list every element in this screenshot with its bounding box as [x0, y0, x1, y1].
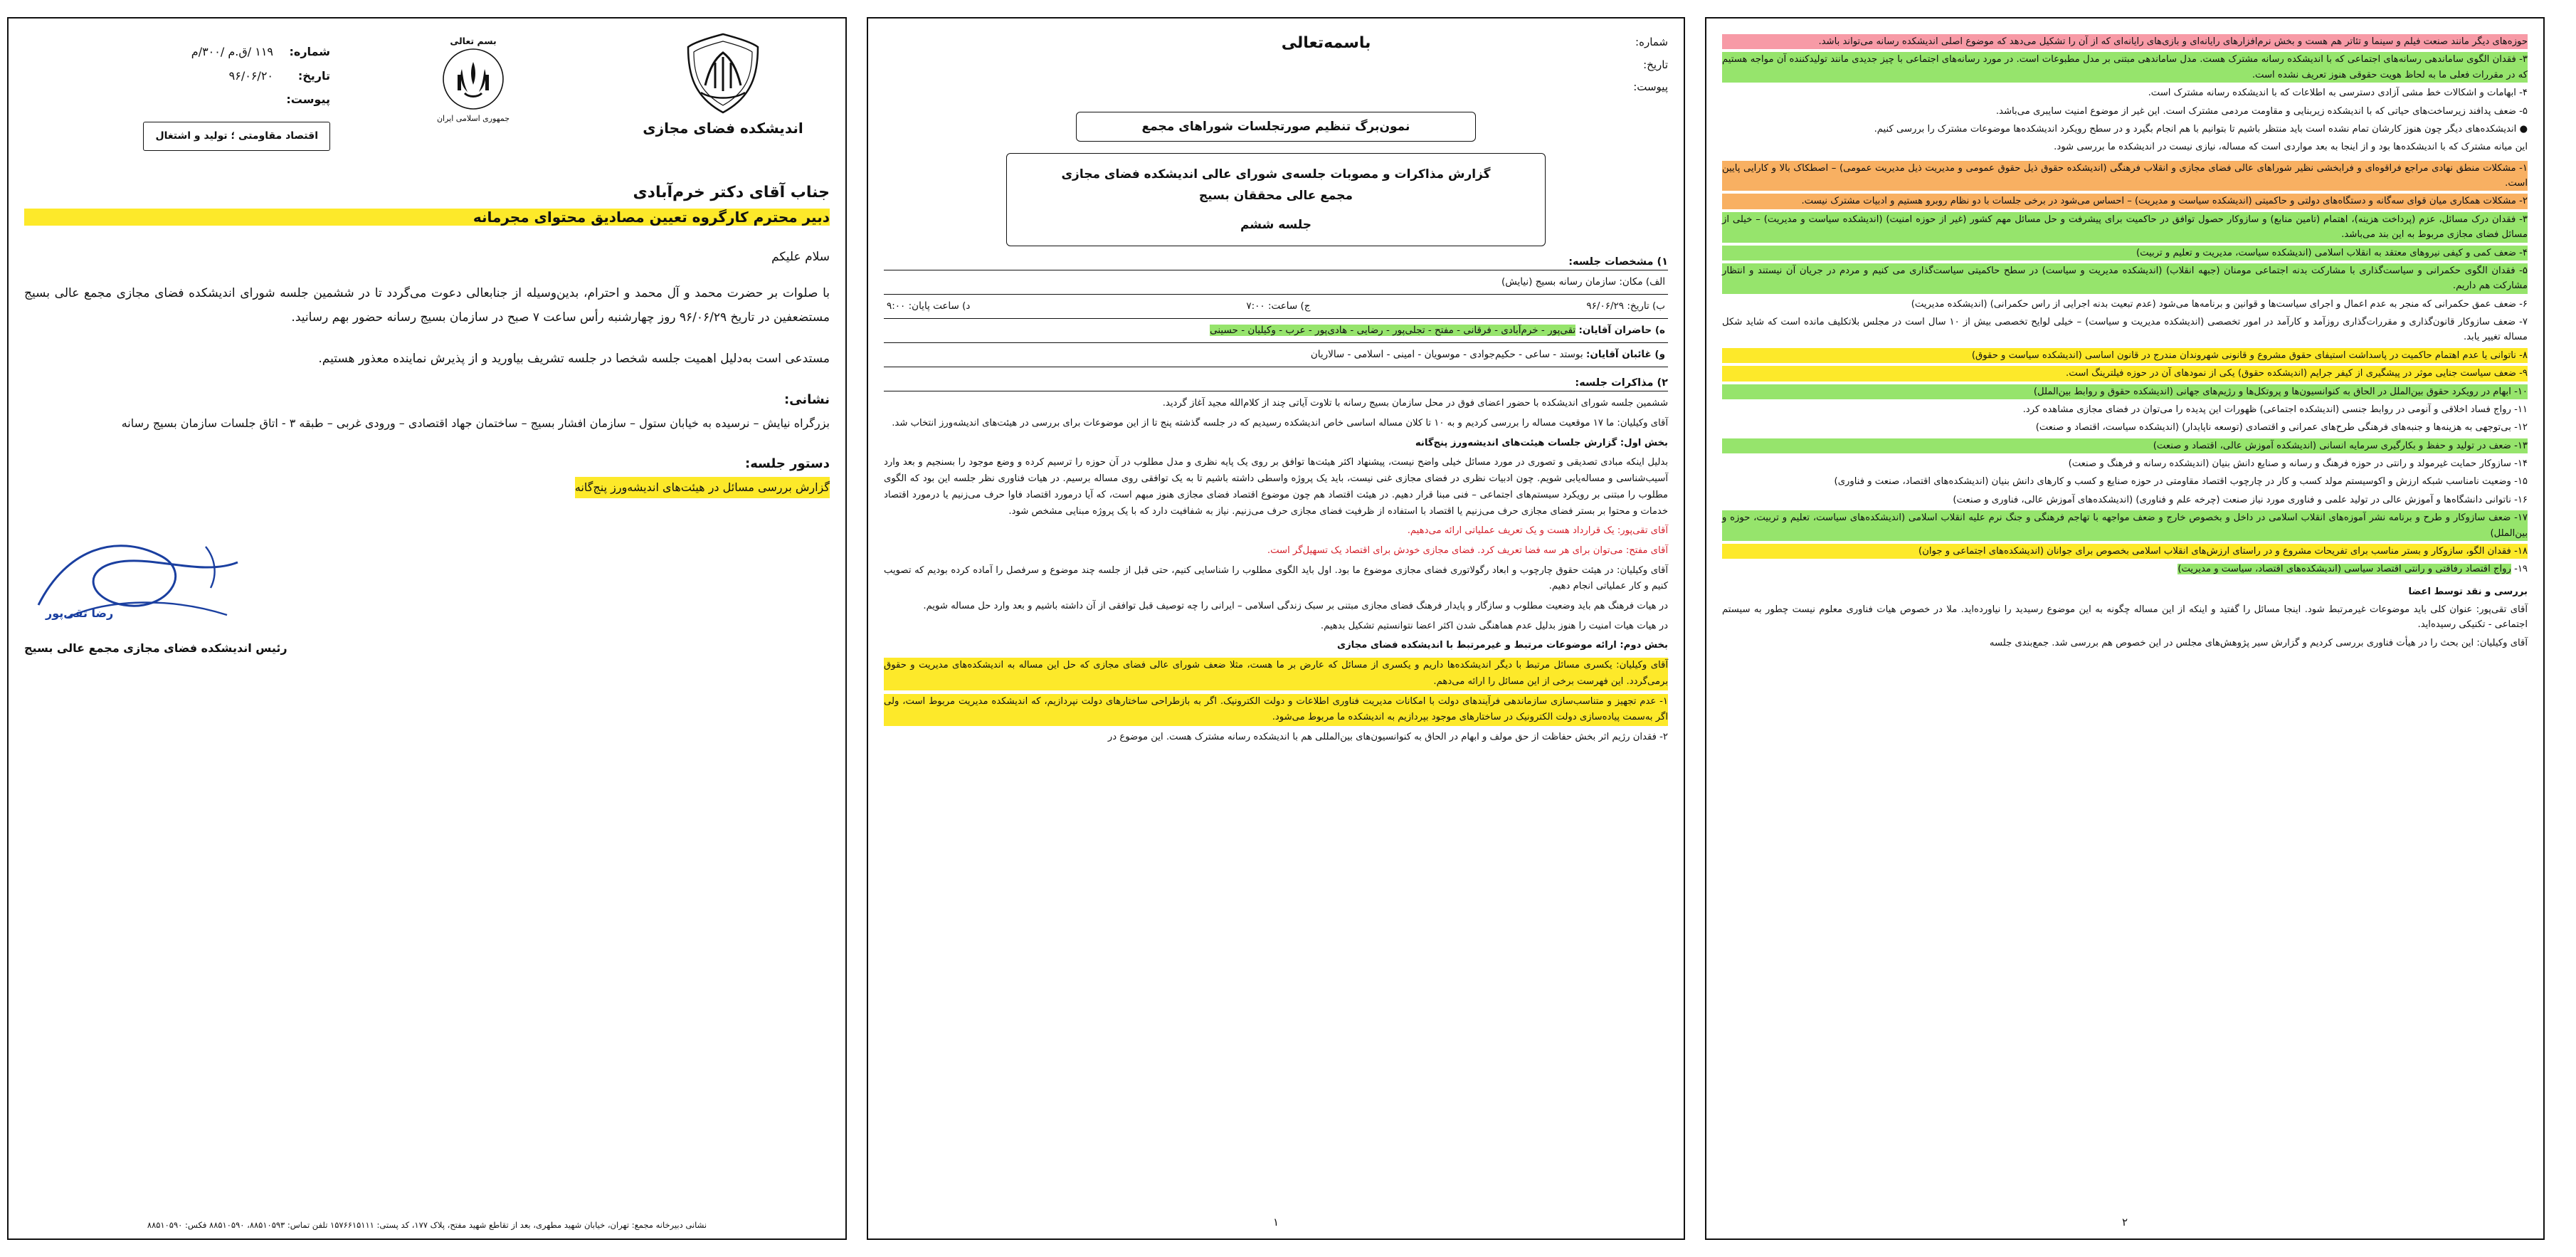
spec-place	[884, 273, 1668, 292]
list-item: ۱۱- رواج فساد اخلاقی و آنومی در روابط جنسی (اندیشکده اجتماعی) ظهورات این پدیده را می‌توان در فضای مجازی مشاهده کرد.	[2022, 404, 2528, 415]
minutes-par-7: آقای وکیلیان: در هیئت حقوق چارچوب و ابعاد رگولاتوری فضای مجازی موضوع ما بود. اول باید الگوی مطلوب را شناسایی کنیم، حتی قبل از جلسه چند موضوع و سرفصل را آماده کرده بودیم که تصویب کنیم و کار عملیاتی انجام دهیم.	[884, 564, 1668, 592]
item-number: ۱۲	[2517, 422, 2528, 433]
minutes-par-13: ۲- فقدان رژیم اثر بخش حفاظت از حق مولف و ابهام در الحاق به کنوانسیون‌های بین‌المللی هم با اندیشکده رسانه مشترک هست. این موضوع در	[1107, 731, 1668, 742]
spec-absent	[884, 345, 1668, 364]
list-item: ۹- ضعف سیاست جنایی موثر در پیشگیری از کیفر جرایم (اندیشکده حقوق) یکی از نمودهای آن در حوزه فیلترینگ است.	[1722, 366, 2528, 381]
item-text: ضعف سازوکار و طرح و برنامه نشر آموزه‌های انقلاب اسلامی در داخل و بخصوص خارج و ضعف مواجهه با تهاجم فرهنگی و جنگ نرم علیه انقلاب اسلامی (اندیشکده‌های سیاست، تعلیم و تربیت، حوزه و بین‌الملل)	[1722, 512, 2528, 539]
minutes-section-2-heading: بخش دوم: ارائه موضوعات مرتبط و غیرمرتبط با اندیشکده فضای مجازی	[1337, 640, 1668, 651]
national-emblem-block	[381, 31, 566, 125]
list-item: ۷- ضعف سازوکار قانون‌گذاری و مقررات‌گذاری روزآمد و کارآمد در امور تخصصی (اندیشکده مدیریت و سیاست) – خیلی لوایح تخصصی بیش از ۱۰ سال است در مجلس بلاتکلیف مانده است که شاید شکل مساله تغییر یابد.	[1722, 317, 2528, 343]
spec-absent-label: و) غائبان آقایان:	[1585, 349, 1665, 361]
list-item: ۱۶- ناتوانی دانشگاه‌ها و آموزش عالی در تولید علمی و فناوری مورد نیاز صنعت (چرخه علم و فناوری) (اندیشکده‌های آموزش عالی، فناوری و صنعت)	[1953, 494, 2528, 505]
item-number: ۳	[2522, 214, 2528, 225]
item-number: ۴	[2522, 247, 2528, 258]
item-number: ۱۳	[2517, 440, 2528, 451]
list-item: ۱۷- ضعف سازوکار و طرح و برنامه نشر آموزه‌های انقلاب اسلامی در داخل و بخصوص خارج و ضعف مواجهه با تهاجم فرهنگی و جنگ نرم علیه انقلاب اسلامی (اندیشکده‌های سیاست، تعلیم و تربیت، حوزه و بین‌الملل)	[1722, 510, 2528, 541]
list-item: ۱۳- ضعف در تولید و حفظ و بکارگیری سرمایه انسانی (اندیشکده آموزش عالی، اقتصاد و صنعت)	[1722, 438, 2528, 453]
letter-body	[24, 281, 830, 330]
minutes-par-1: ششمین جلسه شورای اندیشکده با حضور اعضای فوق در محل سازمان بسیج رسانه با تلاوت آیاتی چند از کلام‌الله مجید آغاز گردید.	[1162, 398, 1668, 409]
item-text: فقدان الگوی حکمرانی و سیاست‌گذاری با مشارکت بدنه اجتماعی مومنان (جبهه انقلاب) (اندیشکده مدیریت و سیاست) در سطح حاکمیتی سیاست‌گذاری می کنیم و مردم در جریان آن نیستند و انتظار مشارکت هم داریم.	[1722, 265, 2528, 292]
letter-number-row	[24, 40, 330, 64]
spec-end	[884, 297, 973, 316]
item-number: ۱۸	[2517, 545, 2528, 557]
item-text: مشکلات همکاری میان قوای سه‌گانه و دستگاه‌های دولتی و حاکمیتی (اندیشکده سیاست و مدیریت) – احساس می‌شود در برخی جلسات با دو نظام روبرو هستیم و ادبیات مشترک نیست.	[1801, 196, 2516, 207]
letter-note: مستدعی است به‌دلیل اهمیت جلسه شخصا در جلسه تشریف بیاورید و از پذیرش نماینده معذور هستیم.	[318, 352, 830, 367]
spec-row-place	[884, 270, 1668, 295]
signatory-title: رئیس اندیشکده فضای مجازی مجمع عالی بسیج	[24, 641, 287, 655]
letterhead	[24, 31, 830, 151]
intro-par-2: ۳- فقدان الگوی ساماندهی رسانه‌های اجتماعی که با اندیشکده رسانه مشترک هست. مدل ساماندهی مبتنی بر مدل مطبوعات است. در مورد رسانه‌های اجتماعی با چیز جدیدی مانند تولیدکننده آن مواجه هستیم که در مقررات فعلی ما به لحاظ هویت حقوقی هنوز تعریف نشده است.	[1722, 52, 2528, 83]
item-number: ۵	[2522, 265, 2528, 276]
spec-row-present	[884, 319, 1668, 343]
issues-list	[1722, 161, 2528, 577]
letter-number-label: شماره:	[289, 45, 330, 58]
spec-end-value: ۹:۰۰	[887, 300, 906, 312]
item-text: فقدان الگو، سازوکار و بستر مناسب برای تفریحات مشروع و در راستای ارزش‌های انقلاب اسلامی بخصوص برای جوانان (اندیشکده‌های اجتماعی و جوان)	[1918, 545, 2511, 557]
form-number-row	[1633, 31, 1668, 54]
item-number: ۷	[2522, 317, 2528, 327]
spec-date	[1583, 297, 1668, 316]
iran-emblem-icon	[440, 46, 506, 112]
item-text: وضعیت نامناسب شبکه ارزش و اکوسیستم مولد کسب و کار در چارچوب اقتصاد مقاومتی در حوزه صنایع و کسب و کارهای دانش بنیان (اندیشکده‌های اقتصاد، صنعت و فناوری)	[1834, 476, 2511, 488]
item-text: مشکلات منطق نهادی مراجع فراقوه‌ای و فرابخشی نظیر شوراهای عالی فضای مجازی و انقلاب فرهنگی (اندیشکده حقوق ذیل حقوق عمومی و مدیریت ذیل مدیریت عمومی) – اصطکاک بالا و کارایی پایین است.	[1722, 162, 2528, 189]
addressee-name: جناب آقای دکتر خرم‌آبادی	[633, 184, 830, 202]
spec-row-time	[884, 295, 1668, 319]
form-name-box: نمون‌برگ تنظیم صورتجلسات شوراهای مجمع	[1076, 112, 1476, 142]
signature-block	[24, 527, 830, 676]
spec-place-value: سازمان رسانه بسیج (نیایش)	[1501, 276, 1617, 288]
letter-date-label: تاریخ:	[297, 68, 330, 83]
item-number: ۱۰	[2517, 386, 2528, 397]
spec-start-label: ج) ساعت:	[1267, 300, 1311, 312]
organization-block	[616, 31, 830, 137]
agenda-title: دستور جلسه:	[745, 456, 830, 471]
signatory-name: رضا تقی‌پور	[46, 606, 114, 620]
emblem-caption: جمهوری اسلامی ایران	[436, 114, 510, 123]
form-number-label: شماره:	[1635, 36, 1668, 48]
organization-name: اندیشکده فضای مجازی	[643, 120, 803, 137]
address-value: بزرگراه نیایش – نرسیده به خیابان ستول – سازمان افشار بسیج – ساختمان جهاد اقتصادی – ورودی غربی – طبقه ۳ - اتاق جلسات سازمان بسیج رسانه	[121, 416, 830, 431]
list-item: ۳- فقدان درک مسائل، عزم (پرداخت هزینه)، اهتمام (تامین منابع) و سازوکار حصول توافق در حاکمیت برای پیشرفت و حل مسائل مهم کشور (غیر از حوزه امنیت) (اندیشکده سیاست و مدیریت) – خیلی از مسائل فضای مجازی مربوط به این بند می‌باشد.	[1722, 212, 2528, 243]
letter-attachment-row	[24, 88, 330, 112]
item-text: بی‌توجهی به هزینه‌ها و جنبه‌های فرهنگی طرح‌های عمرانی و اقتصادی (توسعه ناپایدار) (اندیشکده سیاست، اقتصاد و صنعت)	[2035, 422, 2511, 433]
list-item: ۱- مشکلات منطق نهادی مراجع فراقوه‌ای و فرابخشی نظیر شوراهای عالی فضای مجازی و انقلاب فرهنگی (اندیشکده حقوق ذیل حقوق عمومی و مدیریت ذیل مدیریت عمومی) – اصطکاک بالا و کارایی پایین است.	[1722, 161, 2528, 191]
minutes-title-line1: گزارش مذاکرات و مصوبات جلسه‌ی شورای عالی اندیشکده فضای مجازی	[1061, 167, 1491, 182]
letter-number-value: ۱۱۹ /ق.م /۳۰۰/م	[191, 45, 273, 58]
item-text: رواج فساد اخلاقی و آنومی در روابط جنسی (اندیشکده اجتماعی) ظهورات این پدیده را می‌توان در فضای مجازی مشاهده کرد.	[2022, 404, 2511, 415]
issues-intro	[1722, 34, 2528, 155]
item-text: ضعف عمق حکمرانی که منجر به عدم اعمال و اجرای سیاست‌ها و قوانین و برنامه‌ها می‌شود (عدم تبعیت بدنه اجرایی از راس حکمرانی) (اندیشکده مدیریت)	[1911, 298, 2516, 310]
page-number-mid: ۱	[1272, 1216, 1279, 1229]
form-date-label: تاریخ:	[1643, 58, 1668, 71]
item-text: ضعف سیاست جنایی موثر در پیشگیری از کیفر جرایم (اندیشکده حقوق) یکی از نمودهای آن در حوزه فیلترینگ است.	[2066, 368, 2516, 379]
form-attachment-label: پیوست:	[1633, 80, 1668, 93]
basmala: باسمه‌تعالی	[1281, 34, 1371, 52]
spec-present-label: ه) حاضران آقایان:	[1578, 325, 1665, 337]
spec-start	[1243, 297, 1313, 316]
review-par-2: آقای وکیلیان: این بحث را در هیأت فناوری بررسی کردیم و گزارش سیر پژوهش‌های مجلس در این خصوص هم بررسی شد. جمع‌بندی جلسه	[1989, 637, 2528, 648]
list-item: ۲- مشکلات همکاری میان قوای سه‌گانه و دستگاه‌های دولتی و حاکمیتی (اندیشکده سیاست و مدیریت) – احساس می‌شود در برخی جلسات با دو نظام روبرو هستیم و ادبیات مشترک نیست.	[1722, 194, 2528, 209]
list-item: ۱۵- وضعیت نامناسب شبکه ارزش و اکوسیستم مولد کسب و کار در چارچوب اقتصاد مقاومتی در حوزه صنایع و کسب و کارهای دانش بنیان (اندیشکده‌های اقتصاد، صنعت و فناوری)	[1834, 476, 2528, 488]
item-number: ۲	[2522, 196, 2528, 207]
review-par-1: آقای تقی‌پور: عنوان کلی باید موضوعات غیرمرتبط شود. اینجا مسائل را گفتید و اینکه از این مساله چگونه به این موضوع رسیدید را نیاورده‌اید. ملا در خصوص هیات فناوری معلوم نیست چطور به سیستم اجتماعی - تکنیکی رسیده‌اید.	[1722, 604, 2528, 631]
basij-logo-icon	[684, 31, 762, 115]
list-item: ۶- ضعف عمق حکمرانی که منجر به عدم اعمال و اجرای سیاست‌ها و قوانین و برنامه‌ها می‌شود (عدم تبعیت بدنه اجرایی از راس حکمرانی) (اندیشکده مدیریت)	[1911, 298, 2528, 310]
spec-date-value: ۹۶/۰۶/۲۹	[1586, 300, 1625, 312]
form-attachment-row	[1633, 76, 1668, 99]
item-number: ۸	[2522, 349, 2528, 361]
intro-par-5: ● اندیشکده‌های دیگر چون هنوز کارشان تمام نشده است باید منتظر باشیم تا بتوانیم با هم انجام بگیرد و در سطح رویکرد اندیشکده‌ها موضوعات مشترک را بررسی کنیم.	[1874, 123, 2528, 135]
item-number: ۱۴	[2517, 458, 2528, 469]
minutes-par-8: در هیات فرهنگ هم باید وضعیت مطلوب و سازگار و پایدار فرهنگ فضای مجازی مبتنی بر سبک زندگی اسلامی – ایرانی را چه توصیف قبل توافقی از آن داشته باشیم و بعد وارد حل مساله شویم.	[923, 601, 1668, 612]
form-meta	[1633, 31, 1668, 99]
minutes-par-4: بدلیل اینکه مبادی تصدیقی و تصوری در مورد مسائل خیلی واضح نیست، پیشنهاد اکثر هیئت‌ها توافق بر روی یک پایه نظری و مدل مطلوب در آن حوزه را ترسیم کرده و وضع موجود را بسنجیم و بعد وارد آسیب‌شناسی و مساله‌یابی شویم. چون ادبیات نظری در فضای مجازی غنی نیست، باید یک پروژه واسطی داشته باشیم تا به یک توافقی روی مساله برسیم. در هیات فناوری نظر جلسه این بود که الگوی مطلوب را مبتنی بر رویکرد سیستم‌های اجتماعی – فنی مبنا قرار دهیم. در هیئت اقتصاد هم چون موضوع اقتصاد فضای مجازی هنوز مبهم است، که آیا درمورد اقتصاد فاوا حرف می‌زنیم یا درمورد اقتصاد خدمات و محتوا بر بستر فضای مجازی حرف می‌زنیم یا اقتصاد با استفاده از ظرفیت فضای مجازی حرف می‌زنیم. نیاز به شفافیت دارد که با یک پروژه مبنایی مشخص شود.	[884, 457, 1668, 517]
intro-par-3: ۴- ابهامات و اشکالات خط مشی آزادی دسترسی به اطلاعات که با اندیشکده رسانه مشترک است.	[2148, 88, 2528, 99]
list-item: ۱۰- ابهام در رویکرد حقوق بین‌الملل در الحاق به کنوانسیون‌ها و پروتکل‌ها و رژیم‌های جهانی (اندیشکده حقوق و روابط بین‌الملل)	[1722, 384, 2528, 399]
review-heading: بررسی و نقد توسط اعضا	[2408, 586, 2528, 597]
intro-par-4: ۵- ضعف پدافند زیرساخت‌های حیاتی که با اندیشکده زیربنایی و مقاومت مردمی مشترک است. این غیر از موضوع امنیت سایبری می‌باشد.	[1995, 105, 2528, 117]
minutes-title-line2: مجمع عالی محققان بسیج	[1198, 189, 1353, 204]
footer-address: نشانی دبیرخانه مجمع: تهران، خیابان شهید مطهری، بعد از تقاطع شهید مفتح، پلاک ۱۷۷، کد پستی: ۱۵۷۶۶۱۵۱۱۱ تلفن تماس: ۸۸۵۱۰۵۹۳، ۸۸۵۱۰۵۹۰ فکس: ۸۸۵۱۰۵۹۰	[147, 1220, 707, 1230]
item-number: ۹	[2522, 368, 2528, 379]
minutes-par-5: آقای تقی‌پور: یک قرارداد هست و یک تعریف عملیاتی ارائه می‌دهیم.	[1407, 525, 1668, 537]
list-item: ۱۲- بی‌توجهی به هزینه‌ها و جنبه‌های فرهنگی طرح‌های عمرانی و اقتصادی (توسعه ناپایدار) (اندیشکده سیاست، اقتصاد و صنعت)	[2035, 422, 2528, 433]
review-body	[1722, 602, 2528, 651]
list-item: ۵- فقدان الگوی حکمرانی و سیاست‌گذاری با مشارکت بدنه اجتماعی مومنان (جبهه انقلاب) (اندیشکده مدیریت و سیاست) در سطح حاکمیتی سیاست‌گذاری می کنیم و مردم در جریان آن نیستند و انتظار مشارکت هم داریم.	[1722, 263, 2528, 294]
item-text: ضعف سازوکار قانون‌گذاری و مقررات‌گذاری روزآمد و کارآمد در امور تخصصی (اندیشکده مدیریت و سیاست) – خیلی لوایح تخصصی بیش از ۱۰ سال است در مجلس بلاتکلیف مانده است که شاید شکل مساله تغییر یابد.	[1722, 317, 2528, 343]
letter-date-row	[24, 64, 330, 88]
minutes-body	[884, 396, 1668, 745]
address-title: نشانی:	[783, 392, 830, 408]
minutes-par-11: آقای وکیلیان: یکسری مسائل مرتبط با دیگر اندیشکده‌ها داریم و یکسری از مسائل که عارض بر ما هست، مثلا ضعف شورای عالی فضای مجازی که حل این مساله به اندیشکده‌های مدیریت و حقوق برمی‌گردد. این فهرست برخی از این مسائل را ارائه می‌دهم.	[884, 658, 1668, 690]
item-text: ضعف در تولید و حفظ و بکارگیری سرمایه انسانی (اندیشکده آموزش عالی، اقتصاد و صنعت)	[2153, 440, 2511, 451]
minutes-par-2: آقای وکیلیان: ما ۱۷ موقعیت مساله را بررسی کردیم و به ۱۰ تا کلان مساله اساسی خاص اندیشکده رسیدیم که در جلسه گذشته پنج تا از این موضوعات برای بررسی در هیئت‌های اندیشه‌ورز انتخاب شد.	[892, 417, 1668, 428]
talks-heading: ۲) مذاکرات جلسه:	[884, 377, 1668, 391]
form-date-row	[1633, 54, 1668, 77]
form-header	[884, 31, 1668, 99]
item-number: ۱	[2522, 162, 2528, 174]
agenda-value: گزارش بررسی مسائل در هیئت‌های اندیشه‌ورز پنج‌گانه	[575, 477, 830, 498]
spec-absent-value: بوستد - ساعی - حکیم‌جوادی - موسویان - امینی - اسلامی - سالاریان	[1310, 349, 1583, 361]
intro-par-6: این میانه مشترک که با اندیشکده‌ها بود و از اینجا به بعد مواردی است که مساله، نیازی نیست در اندیشکده ما بررسی شود.	[2054, 142, 2528, 153]
minutes-par-6: آقای مفتح: می‌توان برای هر سه فضا تعریف کرد. فضای مجازی خودش برای اقتصاد یک تسهیل‌گر است.	[1267, 545, 1668, 556]
spec-row-absent	[884, 343, 1668, 367]
item-text: سازوکار حمایت غیرمولد و رانتی در حوزه فرهنگ و رسانه و صنایع دانش بنیان (اندیشکده رسانه و فرهنگ و صنعت)	[2068, 458, 2511, 469]
addressee-role: دبیر محترم کارگروه تعیین مصادیق محتوای مجرمانه	[24, 209, 830, 226]
item-number: ۱۵	[2517, 476, 2528, 488]
letter-page	[7, 17, 847, 1240]
minutes-section-1-heading: بخش اول: گزارش جلسات هیئت‌های اندیشه‌ورز پنج‌گانه	[1415, 437, 1668, 448]
session-number: جلسه ششم	[1240, 217, 1312, 232]
item-number: ۶	[2522, 298, 2528, 310]
letter-body-text: با صلوات بر حضرت محمد و آل محمد و احترام، بدین‌وسیله از جنابعالی دعوت می‌گردد تا در ششمین جلسه شورای اندیشکده فضای مجازی مجمع عالی بسیج مستضعفین در تاریخ ۹۶/۰۶/۲۹ روز چهارشنبه رأس ساعت ۷ صبح در سازمان بسیج رسانه حضور بهم رسانید.	[24, 286, 830, 325]
list-item: ۱۴- سازوکار حمایت غیرمولد و رانتی در حوزه فرهنگ و رسانه و صنایع دانش بنیان (اندیشکده رسانه و فرهنگ و صنعت)	[2068, 458, 2528, 469]
item-text: فقدان درک مسائل، عزم (پرداخت هزینه)، اهتمام (تامین منابع) و سازوکار حصول توافق در حاکمیت برای پیشرفت و حل مسائل مهم کشور (غیر از حوزه امنیت) (اندیشکده سیاست و مدیریت) – خیلی از مسائل فضای مجازی مربوط به این بند می‌باشد.	[1722, 214, 2528, 241]
list-item: ۱۹- رواج اقتصاد رفاقتی و رانتی اقتصاد سیاسی (اندیشکده‌های اقتصاد، سیاست و مدیریت)	[2178, 564, 2528, 575]
emblem-top-text: بسم تعالی	[450, 36, 497, 46]
page-number-left: ۲	[2121, 1216, 2128, 1229]
issues-list-page	[1705, 17, 2545, 1240]
spec-present	[884, 321, 1668, 340]
item-text: ناتوانی دانشگاه‌ها و آموزش عالی در تولید علمی و فناوری مورد نیاز صنعت (چرخه علم و فناوری) (اندیشکده‌های آموزش عالی، فناوری و صنعت)	[1953, 494, 2511, 505]
minutes-form-page	[867, 17, 1685, 1240]
list-item: ۴- ضعف کمی و کیفی نیروهای معتقد به انقلاب اسلامی (اندیشکده سیاست، مدیریت و تعلیم و تربیت)	[1722, 246, 2528, 261]
item-text: ناتوانی یا عدم اهتمام حاکمیت در پاسداشت استیفای حقوق مشروع و قانونی شهروندان مندرج در قانون اساسی (اندیشکده سیاست و حقوق)	[1971, 349, 2516, 361]
intro-par-1: حوزه‌های دیگر مانند صنعت فیلم و سینما و تئاتر هم هست و بخش نرم‌افزارهای رایانه‌ای و بازی‌های رایانه‌ای که از آن را تشکیل می‌دهد که موضوع اصلی اندیشکده رسانه می‌تواند باشد.	[1722, 34, 2528, 49]
spec-start-value: ۷:۰۰	[1246, 300, 1265, 312]
minutes-par-9: در هیات هیات امنیت را هنوز بدلیل عدم هماهنگی شدن اکثر اعضا نتوانستیم تشکیل بدهیم.	[1320, 620, 1668, 631]
item-text: رواج اقتصاد رفاقتی و رانتی اقتصاد سیاسی (اندیشکده‌های اقتصاد، سیاست و مدیریت)	[2178, 564, 2511, 575]
spec-place-label: الف) مکان:	[1619, 276, 1665, 288]
greeting: سلام علیکم	[771, 250, 830, 265]
item-text: ضعف کمی و کیفی نیروهای معتقد به انقلاب اسلامی (اندیشکده سیاست، مدیریت و تعلیم و تربیت)	[2136, 247, 2516, 258]
item-text: ابهام در رویکرد حقوق بین‌الملل در الحاق به کنوانسیون‌ها و پروتکل‌ها و رژیم‌های جهانی (اندیشکده حقوق و روابط بین‌الملل)	[2033, 386, 2511, 397]
letter-meta	[24, 31, 330, 151]
session-spec-heading: ۱) مشخصات جلسه:	[884, 256, 1668, 270]
spec-present-value: تقی‌پور - خرم‌آبادی - فرقانی - مفتح - تجلی‌پور - رضایی - هادی‌پور - عرب - وکیلیان - حسینی	[1210, 325, 1576, 337]
spec-date-label: ب) تاریخ:	[1627, 300, 1665, 312]
list-item: ۱۸- فقدان الگو، سازوکار و بستر مناسب برای تفریحات مشروع و در راستای ارزش‌های انقلاب اسلامی بخصوص برای جوانان (اندیشکده‌های اجتماعی و جوان)	[1722, 544, 2528, 559]
minutes-par-12: ۱- عدم تجهیز و متناسب‌سازی سازماندهی فرآیندهای دولت با امکانات مدیریت فناوری اطلاعات و دولت الکترونیک. اگر به بازطراحی ساختارهای دولت نپردازیم، که اندیشکده مدیریت مربوط است، ولی اگر به‌سمت پیاده‌سازی دولت الکترونیک در ساختارهای موجود بپردازیم به اندیشکده ما مربوط می‌شود.	[884, 694, 1668, 726]
list-item: ۸- ناتوانی یا عدم اهتمام حاکمیت در پاسداشت استیفای حقوق مشروع و قانونی شهروندان مندرج در قانون اساسی (اندیشکده سیاست و حقوق)	[1722, 348, 2528, 363]
spec-end-label: د) ساعت پایان:	[908, 300, 971, 312]
item-number: ۱۹	[2517, 564, 2528, 575]
item-number: ۱۱	[2517, 404, 2528, 415]
item-number: ۱۷	[2517, 512, 2528, 524]
year-slogan-badge: اقتصاد مقاومتی ؛ تولید و اشتغال	[143, 122, 330, 151]
minutes-title-box	[1006, 153, 1546, 247]
letter-attachment-label: پیوست:	[286, 93, 330, 107]
letter-date-value: ۹۶/۰۶/۲۰	[228, 68, 273, 83]
item-number: ۱۶	[2517, 494, 2528, 505]
session-spec-table	[884, 270, 1668, 367]
